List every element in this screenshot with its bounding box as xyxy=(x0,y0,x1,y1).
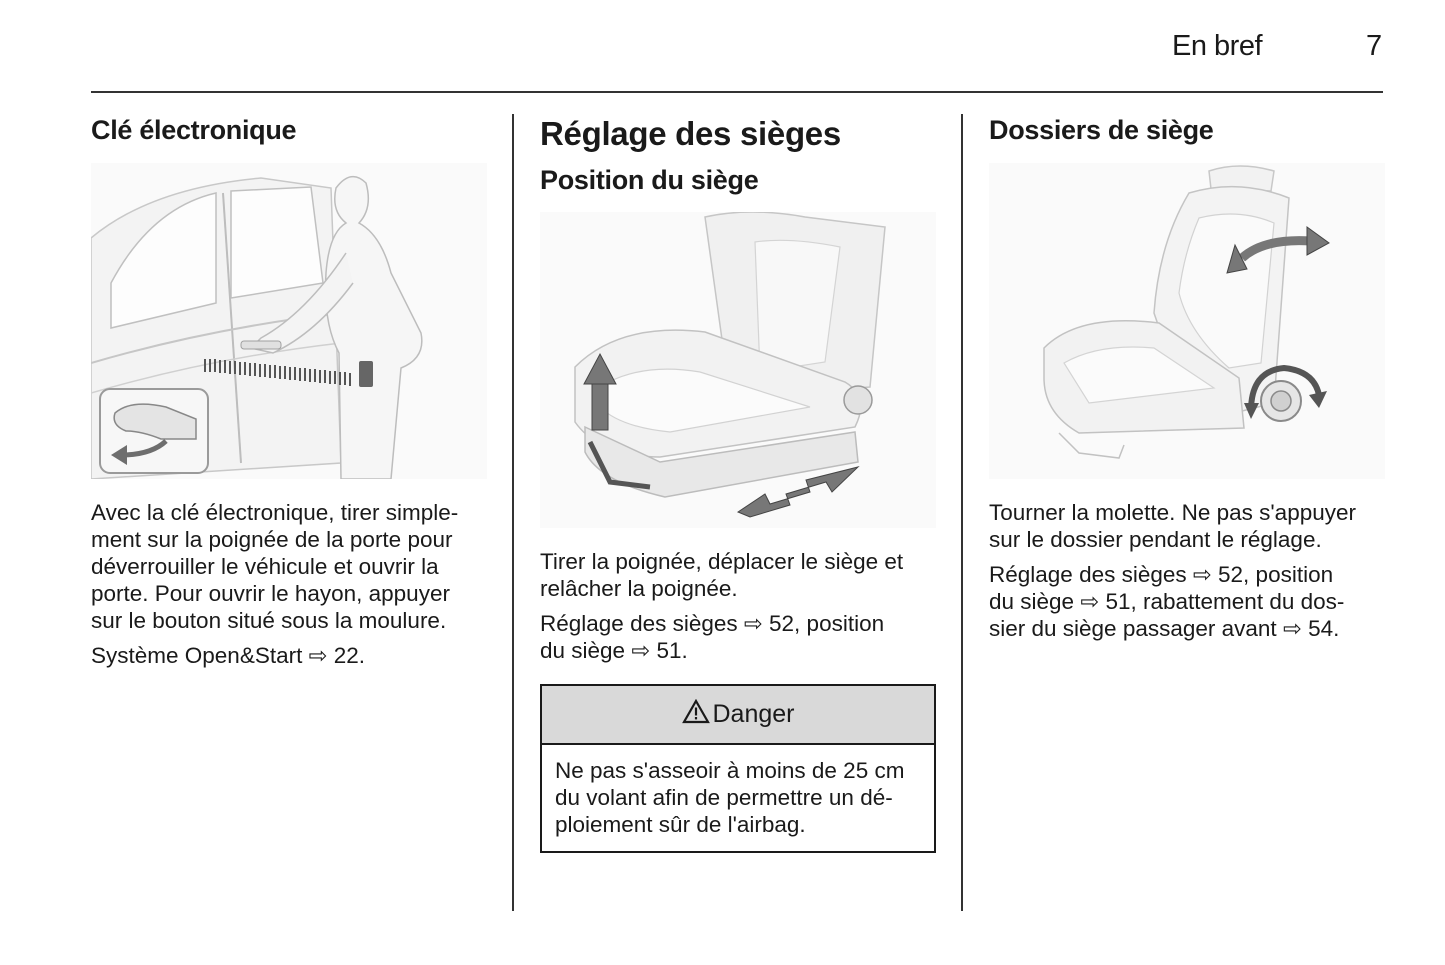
text-line: relâcher la poignée. xyxy=(540,576,738,601)
warning-triangle-icon xyxy=(682,699,710,731)
reference-text: du siège xyxy=(989,589,1075,614)
column-divider-1 xyxy=(512,114,514,911)
page-reference-arrow-icon: ⇨ xyxy=(1192,562,1212,587)
description-paragraph xyxy=(540,548,936,602)
description-paragraph xyxy=(989,499,1385,553)
description-paragraph xyxy=(91,499,487,634)
cross-reference xyxy=(91,642,487,669)
page-reference-arrow-icon: ⇨ xyxy=(743,611,763,636)
column-electronic-key xyxy=(91,112,487,669)
danger-header xyxy=(542,686,934,745)
text-line: Tourner la molette. Ne pas s'appuyer xyxy=(989,500,1356,525)
text-line: Tirer la poignée, déplacer le siège et xyxy=(540,549,904,574)
reference-text: Réglage des sièges xyxy=(989,562,1187,587)
page-reference-arrow-icon: ⇨ xyxy=(631,638,651,663)
header-divider xyxy=(91,91,1383,93)
text-line: sur le dossier pendant le réglage. xyxy=(989,527,1322,552)
header-section-title: En bref xyxy=(1172,30,1262,62)
column-seat-adjustment xyxy=(540,112,936,664)
page-reference-arrow-icon: ⇨ xyxy=(1080,589,1100,614)
text-line: Ne pas s'asseoir à moins de 25 cm xyxy=(555,758,905,783)
page-reference-arrow-icon: ⇨ xyxy=(308,643,328,668)
text-line: Avec la clé électronique, tirer simple- xyxy=(91,500,459,525)
page-number: 7 xyxy=(1366,30,1383,62)
seat-position-illustration xyxy=(540,212,936,528)
reference-page: 51. xyxy=(656,638,688,663)
column-seat-backrests xyxy=(989,112,1385,642)
cross-reference xyxy=(989,561,1385,642)
danger-label: Danger xyxy=(712,700,795,728)
reference-page: 52, position xyxy=(769,611,885,636)
text-line: ploiement sûr de l'airbag. xyxy=(555,812,806,837)
danger-text xyxy=(542,745,934,850)
subsection-heading: Position du siège xyxy=(540,165,759,195)
cross-reference xyxy=(540,610,936,664)
text-line: ment sur la poignée de la porte pour xyxy=(91,527,453,552)
car-door-handle-illustration xyxy=(91,163,487,479)
text-line: sur le bouton situé sous la moulure. xyxy=(91,608,447,633)
reference-page: 51, rabattement du dos- xyxy=(1105,589,1345,614)
section-heading: Clé électronique xyxy=(91,115,297,145)
reference-page: 52, position xyxy=(1218,562,1334,587)
seat-backrest-illustration xyxy=(989,163,1385,479)
reference-text: Réglage des sièges xyxy=(540,611,738,636)
section-heading: Dossiers de siège xyxy=(989,115,1214,145)
column-divider-2 xyxy=(961,114,963,911)
page-reference-arrow-icon: ⇨ xyxy=(1282,616,1302,641)
danger-warning-box xyxy=(540,684,936,853)
text-line: du volant afin de permettre un dé- xyxy=(555,785,893,810)
text-line: porte. Pour ouvrir le hayon, appuyer xyxy=(91,581,450,606)
reference-text: Système Open&Start xyxy=(91,643,303,668)
reference-text: du siège xyxy=(540,638,626,663)
section-title: Réglage des sièges xyxy=(540,115,841,152)
reference-text: sier du siège passager avant xyxy=(989,616,1277,641)
text-line: déverrouiller le véhicule et ouvrir la xyxy=(91,554,439,579)
reference-page: 54. xyxy=(1308,616,1340,641)
reference-page: 22. xyxy=(333,643,366,668)
